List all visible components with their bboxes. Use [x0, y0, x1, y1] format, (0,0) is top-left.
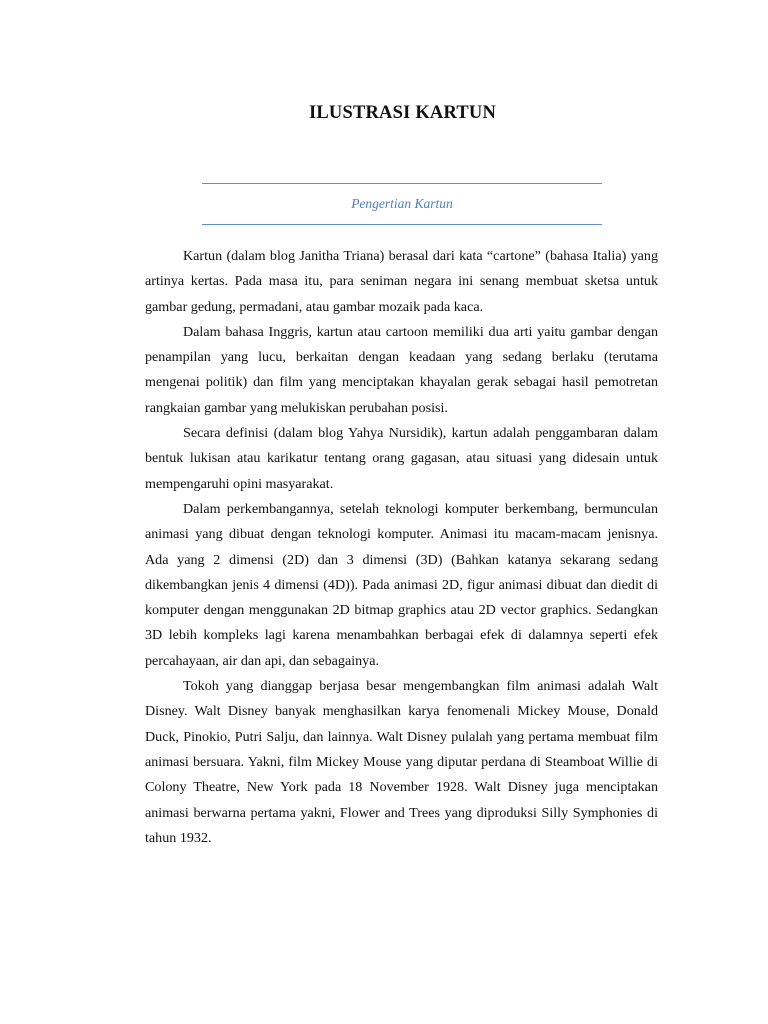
- paragraph-4: Dalam perkembangannya, setelah teknologi komputer berkembang, bermunculan animasi yang dibuat dengan teknologi komputer. Animasi itu macam-macam jenisnya. Ada yang 2 dimensi (2D) dan 3 dimensi (3D) (Bahkan katanya sekarang sedang dikembangkan jenis 4 dimensi (4D)). Pada animasi 2D, figur animasi dibuat dan diedit di komputer dengan menggunakan 2D bitmap graphics atau 2D vector graphics. Sedangkan 3D lebih kompleks lagi karena menambahkan berbagai efek di dalamnya seperti efek percahayaan, air dan api, dan sebagainya.: [145, 500, 658, 669]
- subtitle-top-divider: [202, 183, 602, 184]
- paragraph-5: Tokoh yang dianggap berjasa besar mengembangkan film animasi adalah Walt Disney. Walt Disney banyak menghasilkan karya fenomenali Mickey Mouse, Donald Duck, Pinokio, Putri Salju, dan lainnya. Walt Disney pulalah yang pertama membuat film animasi bersuara. Yakni, film Mickey Mouse yang diputar perdana di Steamboat Willie di Colony Theatre, New York pada 18 November 1928. Walt Disney juga menciptakan animasi berwarna pertama yakni, Flower and Trees yang diproduksi Silly Symphonies di tahun 1932.: [145, 678, 658, 846]
- paragraph-2: Dalam bahasa Inggris, kartun atau cartoon memiliki dua arti yaitu gambar dengan penampilan yang lucu, berkaitan dengan keadaan yang sedang berlaku (terutama mengenai politik) dan film yang menciptakan khayalan gerak sebagai hasil pemotretan rangkaian gambar yang melukiskan perubahan posisi.: [145, 323, 658, 416]
- subtitle-bottom-divider: [202, 224, 602, 225]
- document-title: ILUSTRASI KARTUN: [308, 103, 497, 123]
- paragraph-3: Secara definisi (dalam blog Yahya Nursidik), kartun adalah penggambaran dalam bentuk lukisan atau karikatur tentang orang gagasan, atau situasi yang didesain untuk mempengaruhi opini masyarakat.: [145, 425, 658, 492]
- body-text: [145, 244, 658, 851]
- section-subtitle: Pengertian Kartun: [351, 196, 453, 211]
- paragraph-1: Kartun (dalam blog Janitha Triana) berasal dari kata “cartone” (bahasa Italia) yang artinya kertas. Pada masa itu, para seniman negara ini senang membuat sketsa untuk gambar gedung, permadani, atau gambar mozaik pada kaca.: [145, 248, 658, 315]
